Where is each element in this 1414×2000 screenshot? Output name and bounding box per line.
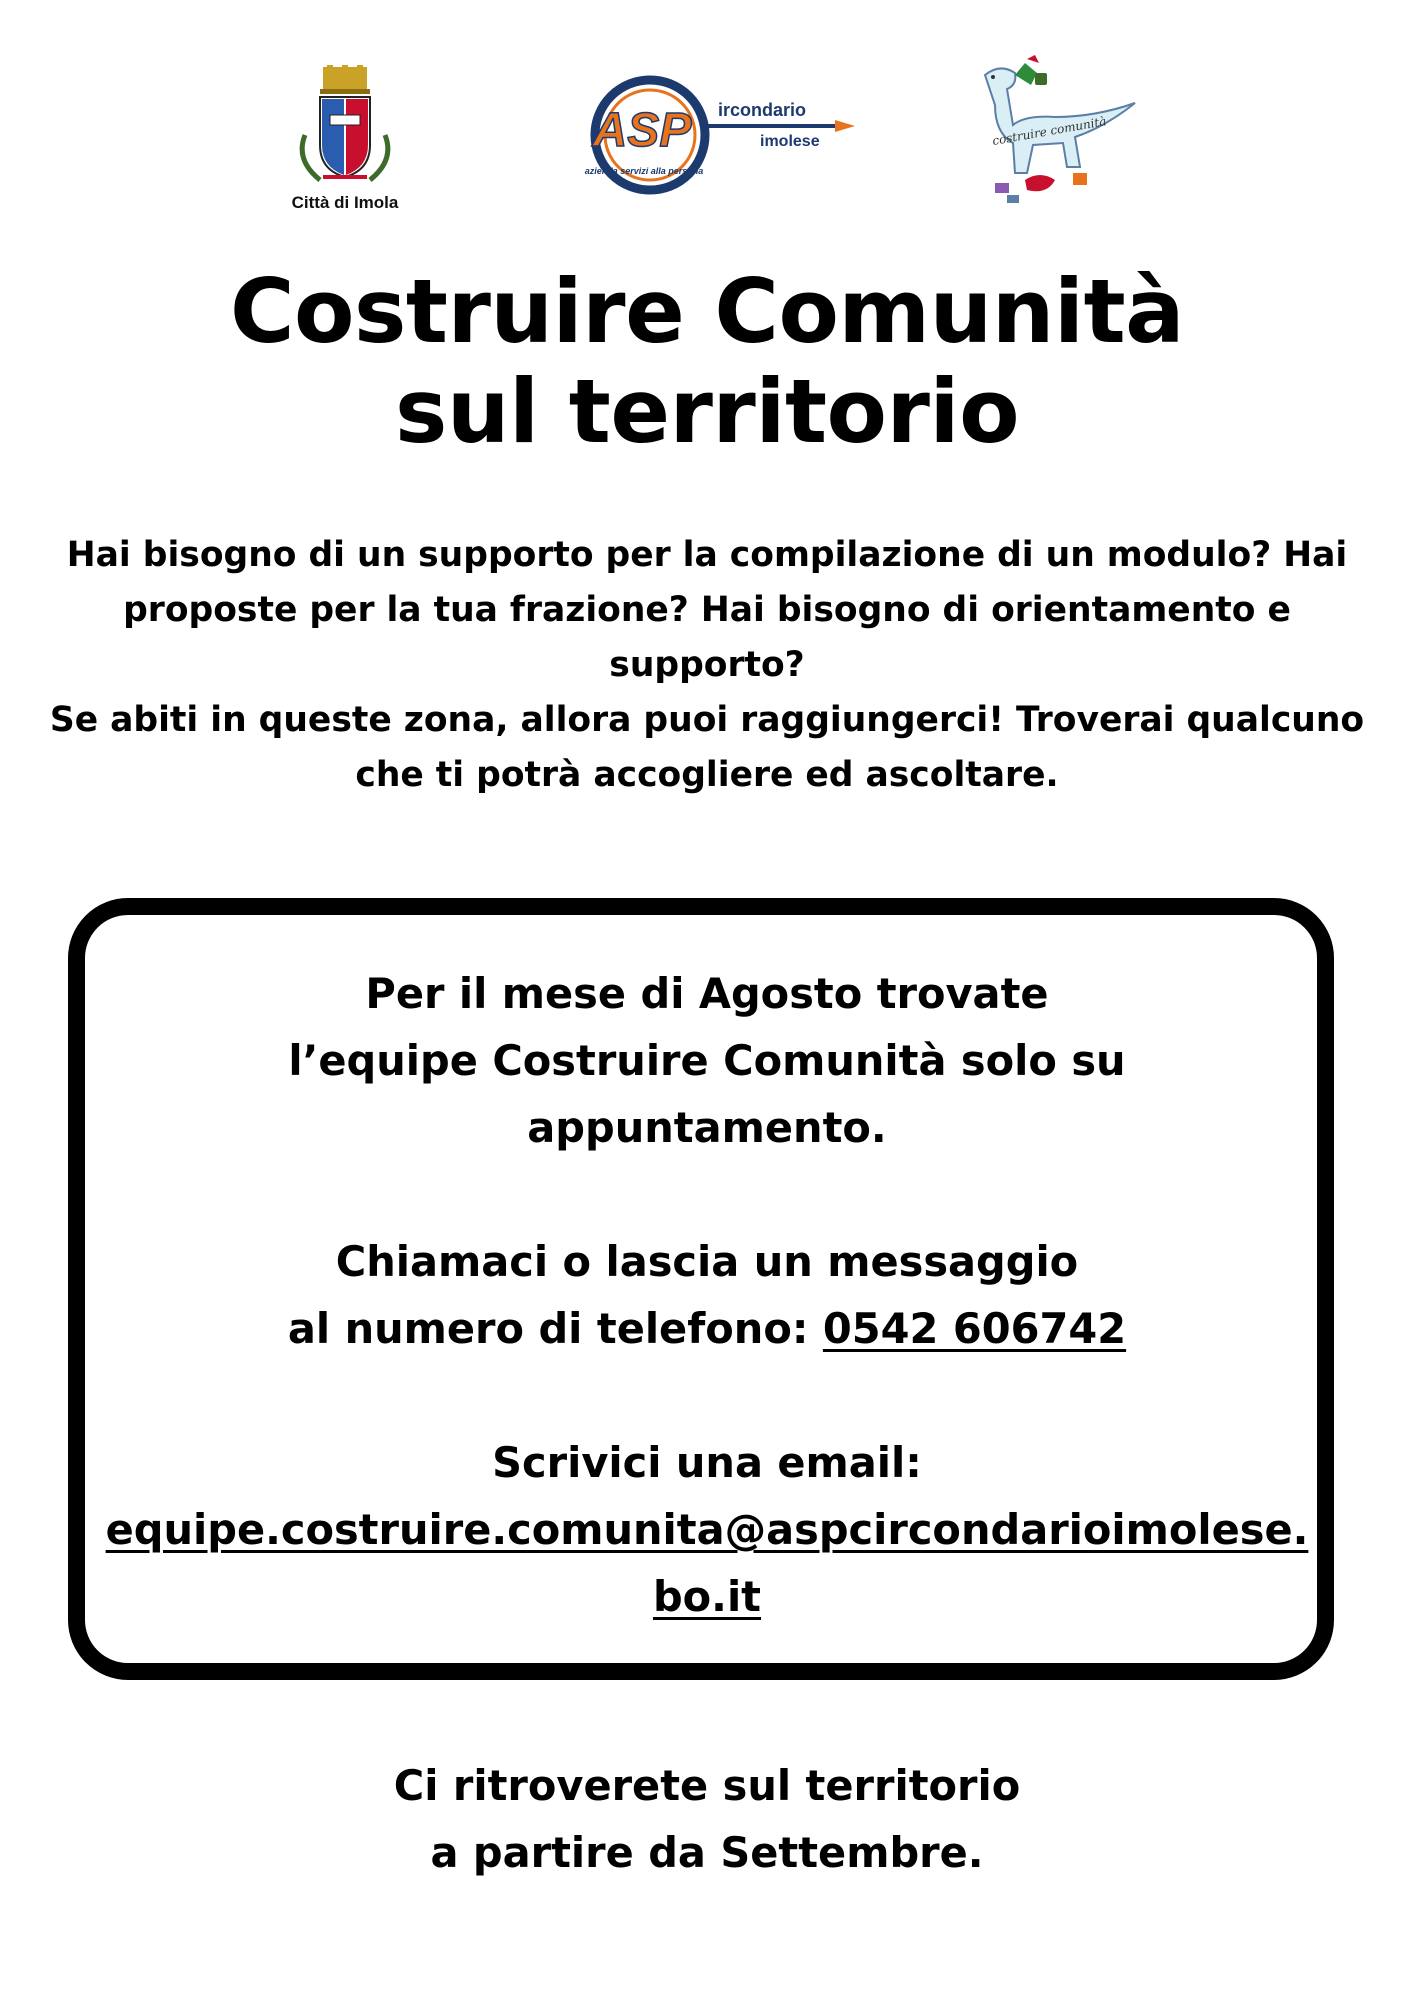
intro-line-2: proposte per la tua frazione? Hai bisogno di orientamento e xyxy=(123,590,1291,630)
intro-paragraph xyxy=(30,528,1384,803)
phone-link[interactable]: 0542 606742 xyxy=(822,1304,1127,1353)
citta-di-imola-logo xyxy=(275,65,415,215)
title-line-1: Costruire Comunità xyxy=(229,260,1185,363)
footer-line-1: Ci ritroverete sul territorio xyxy=(393,1761,1021,1810)
notice-line-1: Per il mese di Agosto trovate xyxy=(365,969,1049,1018)
email-link[interactable]: equipe.costruire.comunita@aspcircondarioimolese.bo.it xyxy=(105,1505,1309,1621)
call-prefix: al numero di telefono: xyxy=(287,1304,823,1353)
logo-row xyxy=(0,55,1414,215)
intro-line-3: supporto? xyxy=(609,645,805,685)
call-line-1: Chiamaci o lascia un messaggio xyxy=(335,1237,1079,1286)
title-line-2: sul territorio xyxy=(394,360,1020,463)
notice-line-3: appuntamento. xyxy=(527,1103,887,1152)
imola-caption: Città di Imola xyxy=(291,193,399,212)
city-coat-of-arms-icon xyxy=(302,65,388,180)
asp-tagline: azienda servizi alla persona xyxy=(584,166,704,176)
intro-line-1: Hai bisogno di un supporto per la compilazione di un modulo? Hai xyxy=(66,535,1348,575)
asp-sub-bottom: imolese xyxy=(760,133,820,150)
notice-box xyxy=(0,960,1414,1630)
intro-line-5: che ti potrà accogliere ed ascoltare. xyxy=(355,755,1059,795)
intro-line-4: Se abiti in queste zona, allora puoi raggiungerci! Troverai qualcuno xyxy=(49,700,1365,740)
page-title xyxy=(0,262,1414,462)
costruire-comunita-logo xyxy=(955,55,1145,210)
footer-line-2: a partire da Settembre. xyxy=(430,1828,984,1877)
email-label: Scrivici una email: xyxy=(492,1438,922,1487)
asp-sub-top: ircondario xyxy=(718,100,807,120)
asp-circondario-logo xyxy=(560,70,860,205)
cc-script-text: costruire comunità xyxy=(991,114,1108,148)
footer-text xyxy=(0,1752,1414,1886)
notice-line-2: l’equipe Costruire Comunità solo su xyxy=(288,1036,1126,1085)
asp-wordmark: ASP xyxy=(592,104,692,157)
